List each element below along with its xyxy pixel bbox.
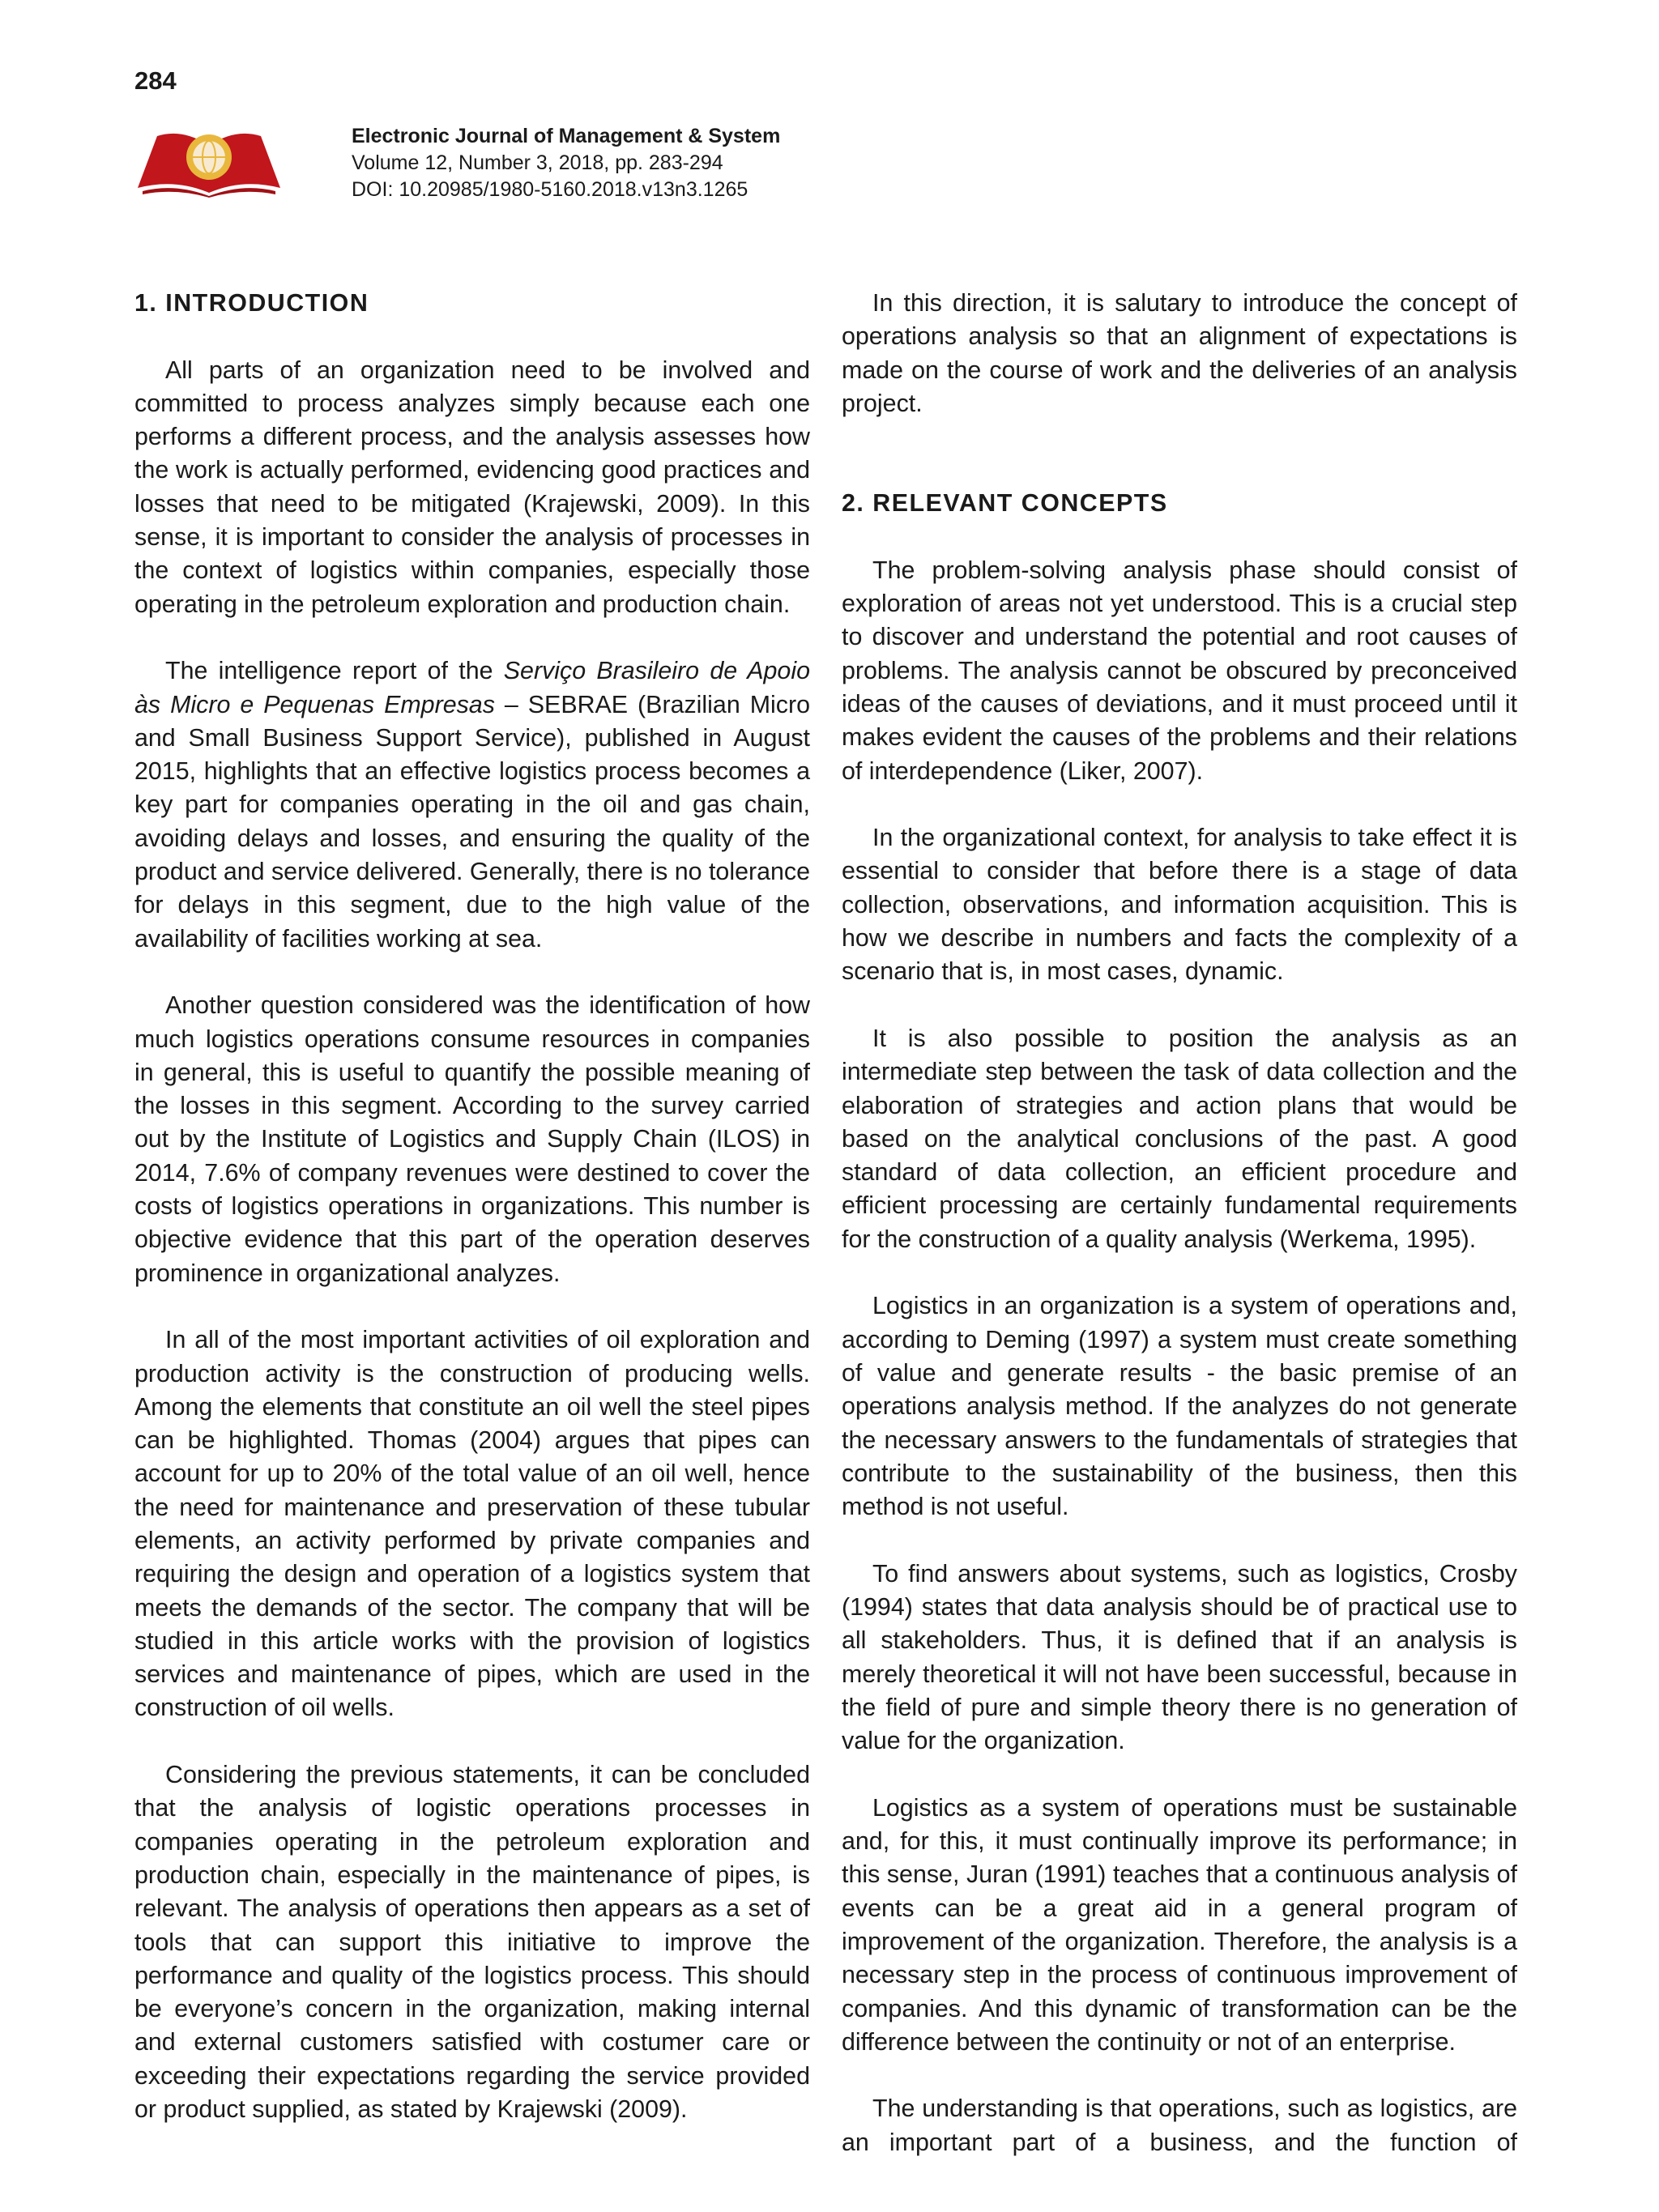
paragraph xyxy=(134,654,810,956)
volume-info: Volume 12, Number 3, 2018, pp. 283-294 xyxy=(352,151,723,174)
journal-logo-icon xyxy=(134,121,284,198)
paragraph: In this direction, it is salutary to introduce the concept of operations analysis so that an alignment of expectations is made on the course of work and the deliveries of an analysis project. xyxy=(842,289,1517,417)
right-column xyxy=(842,287,1517,2159)
left-column xyxy=(134,287,810,2160)
paragraph: Another question considered was the identification of how much logistics operations consume resources in companies in general, this is useful to quantify the possible meaning of the losses in this segment. According to the survey carried out by the Institute of Logistics and Supply Chain (ILOS) in 2014, 7.6% of company revenues were destined to cover the costs of logistics operations in organizations. This number is objective evidence that this part of the operation deserves prominence in organizational analyzes. xyxy=(134,991,810,1287)
section-heading-introduction: 1. INTRODUCTION xyxy=(134,289,369,317)
paragraph: Considering the previous statements, it can be concluded that the analysis of logistic operations processes in companies operating in the petroleum exploration and production chain, especially in the maintenance of pipes, is relevant. The analysis of operations then appears as a set of tools that can support this initiative to improve the performance and quality of the logistics process. This should be everyone’s concern in the organization, making internal and external customers satisfied with costumer care or exceeding their expectations regarding the service provided or product supplied, as stated by Krajewski (2009). xyxy=(134,1761,810,2124)
paragraph: To find answers about systems, such as logistics, Crosby (1994) states that data analysis should be of practical use to all stakeholders. Thus, it is defined that if an analysis is merely theoretical it will not have been successful, because in the field of pure and simple theory there is no generation of value for the organization. xyxy=(842,1559,1517,1755)
paragraph: The understanding is that operations, such as logistics, are an important part of a business, and the function of xyxy=(842,2095,1517,2156)
text-run: The intelligence report of the xyxy=(165,657,504,685)
paragraph: In the organizational context, for analysis to take effect it is essential to consider that before there is a stage of data collection, observations, and information acquisition. This is how we describe in numbers and facts the complexity of a scenario that is, in most cases, dynamic. xyxy=(842,824,1517,986)
paragraph: Logistics as a system of operations must be sustainable and, for this, it must continually improve its performance; in this sense, Juran (1991) teaches that a continuous analysis of events can be a great aid in a general program of improvement of the organization. Therefore, the analysis is a necessary step in the process of continuous improvement of companies. And this dynamic of transformation can be the difference between the continuity or not of an enterprise. xyxy=(842,1793,1517,2056)
paragraph: It is also possible to position the analysis as an intermediate step between the task of data collection and the elaboration of strategies and action plans that would be based on the analytical conclusions of the past. A good standard of data collection, an efficient procedure and efficient processing are certainly fundamental requirements for the construction of a quality analysis (Werkema, 1995). xyxy=(842,1024,1517,1253)
italic-text: Serviço Brasileiro de Apoio às Micro e Pequenas Empresas xyxy=(134,657,810,718)
paragraph: All parts of an organization need to be involved and committed to process analyzes simply because each one performs a different process, and the analysis assesses how the work is actually performed, evidencing good practices and losses that need to be mitigated (Krajewski, 2009). In this sense, it is important to consider the analysis of processes in the context of logistics within companies, especially those operating in the petroleum exploration and production chain. xyxy=(134,356,810,618)
paragraph: Logistics in an organization is a system of operations and, according to Deming (1997) a system must create something of value and generate results - the basic premise of an operations analysis method. If the analyzes do not generate the necessary answers to the fundamentals of strategies that contribute to the sustainability of the business, then this method is not useful. xyxy=(842,1292,1517,1521)
text-run: – SEBRAE (Brazilian Micro and Small Business Support Service), published in August 2015, highlights that an effective logistics process becomes a key part for companies operating in the oil and gas chain, avoiding delays and losses, and ensuring the quality of the product and service delivered. Generally, there is no tolerance for delays in this segment, due to the high value of the availability of facilities working at sea. xyxy=(134,690,810,953)
journal-name: Electronic Journal of Management & System xyxy=(352,125,781,147)
journal-header xyxy=(352,123,780,203)
paragraph: The problem-solving analysis phase should consist of exploration of areas not yet understood. This is a crucial step to discover and understand the potential and root causes of problems. The analysis cannot be obscured by preconceived ideas of the causes of deviations, and it must proceed until it makes evident the causes of the problems and their relations of interdependence (Liker, 2007). xyxy=(842,556,1517,785)
page-number: 284 xyxy=(134,66,177,95)
paragraph: In all of the most important activities of oil exploration and production activity is the construction of producing wells. Among the elements that constitute an oil well the steel pipes can be highlighted. Thomas (2004) argues that pipes can account for up to 20% of the total value of an oil well, hence the need for maintenance and preservation of these tubular elements, an activity performed by private companies and requiring the design and operation of a logistics system that meets the demands of the sector. The company that will be studied in this article works with the provision of logistics services and maintenance of pipes, which are used in the construction of oil wells. xyxy=(134,1326,810,1722)
doi: DOI: 10.20985/1980-5160.2018.v13n3.1265 xyxy=(352,178,748,201)
section-heading-relevant-concepts: 2. RELEVANT CONCEPTS xyxy=(842,489,1168,518)
